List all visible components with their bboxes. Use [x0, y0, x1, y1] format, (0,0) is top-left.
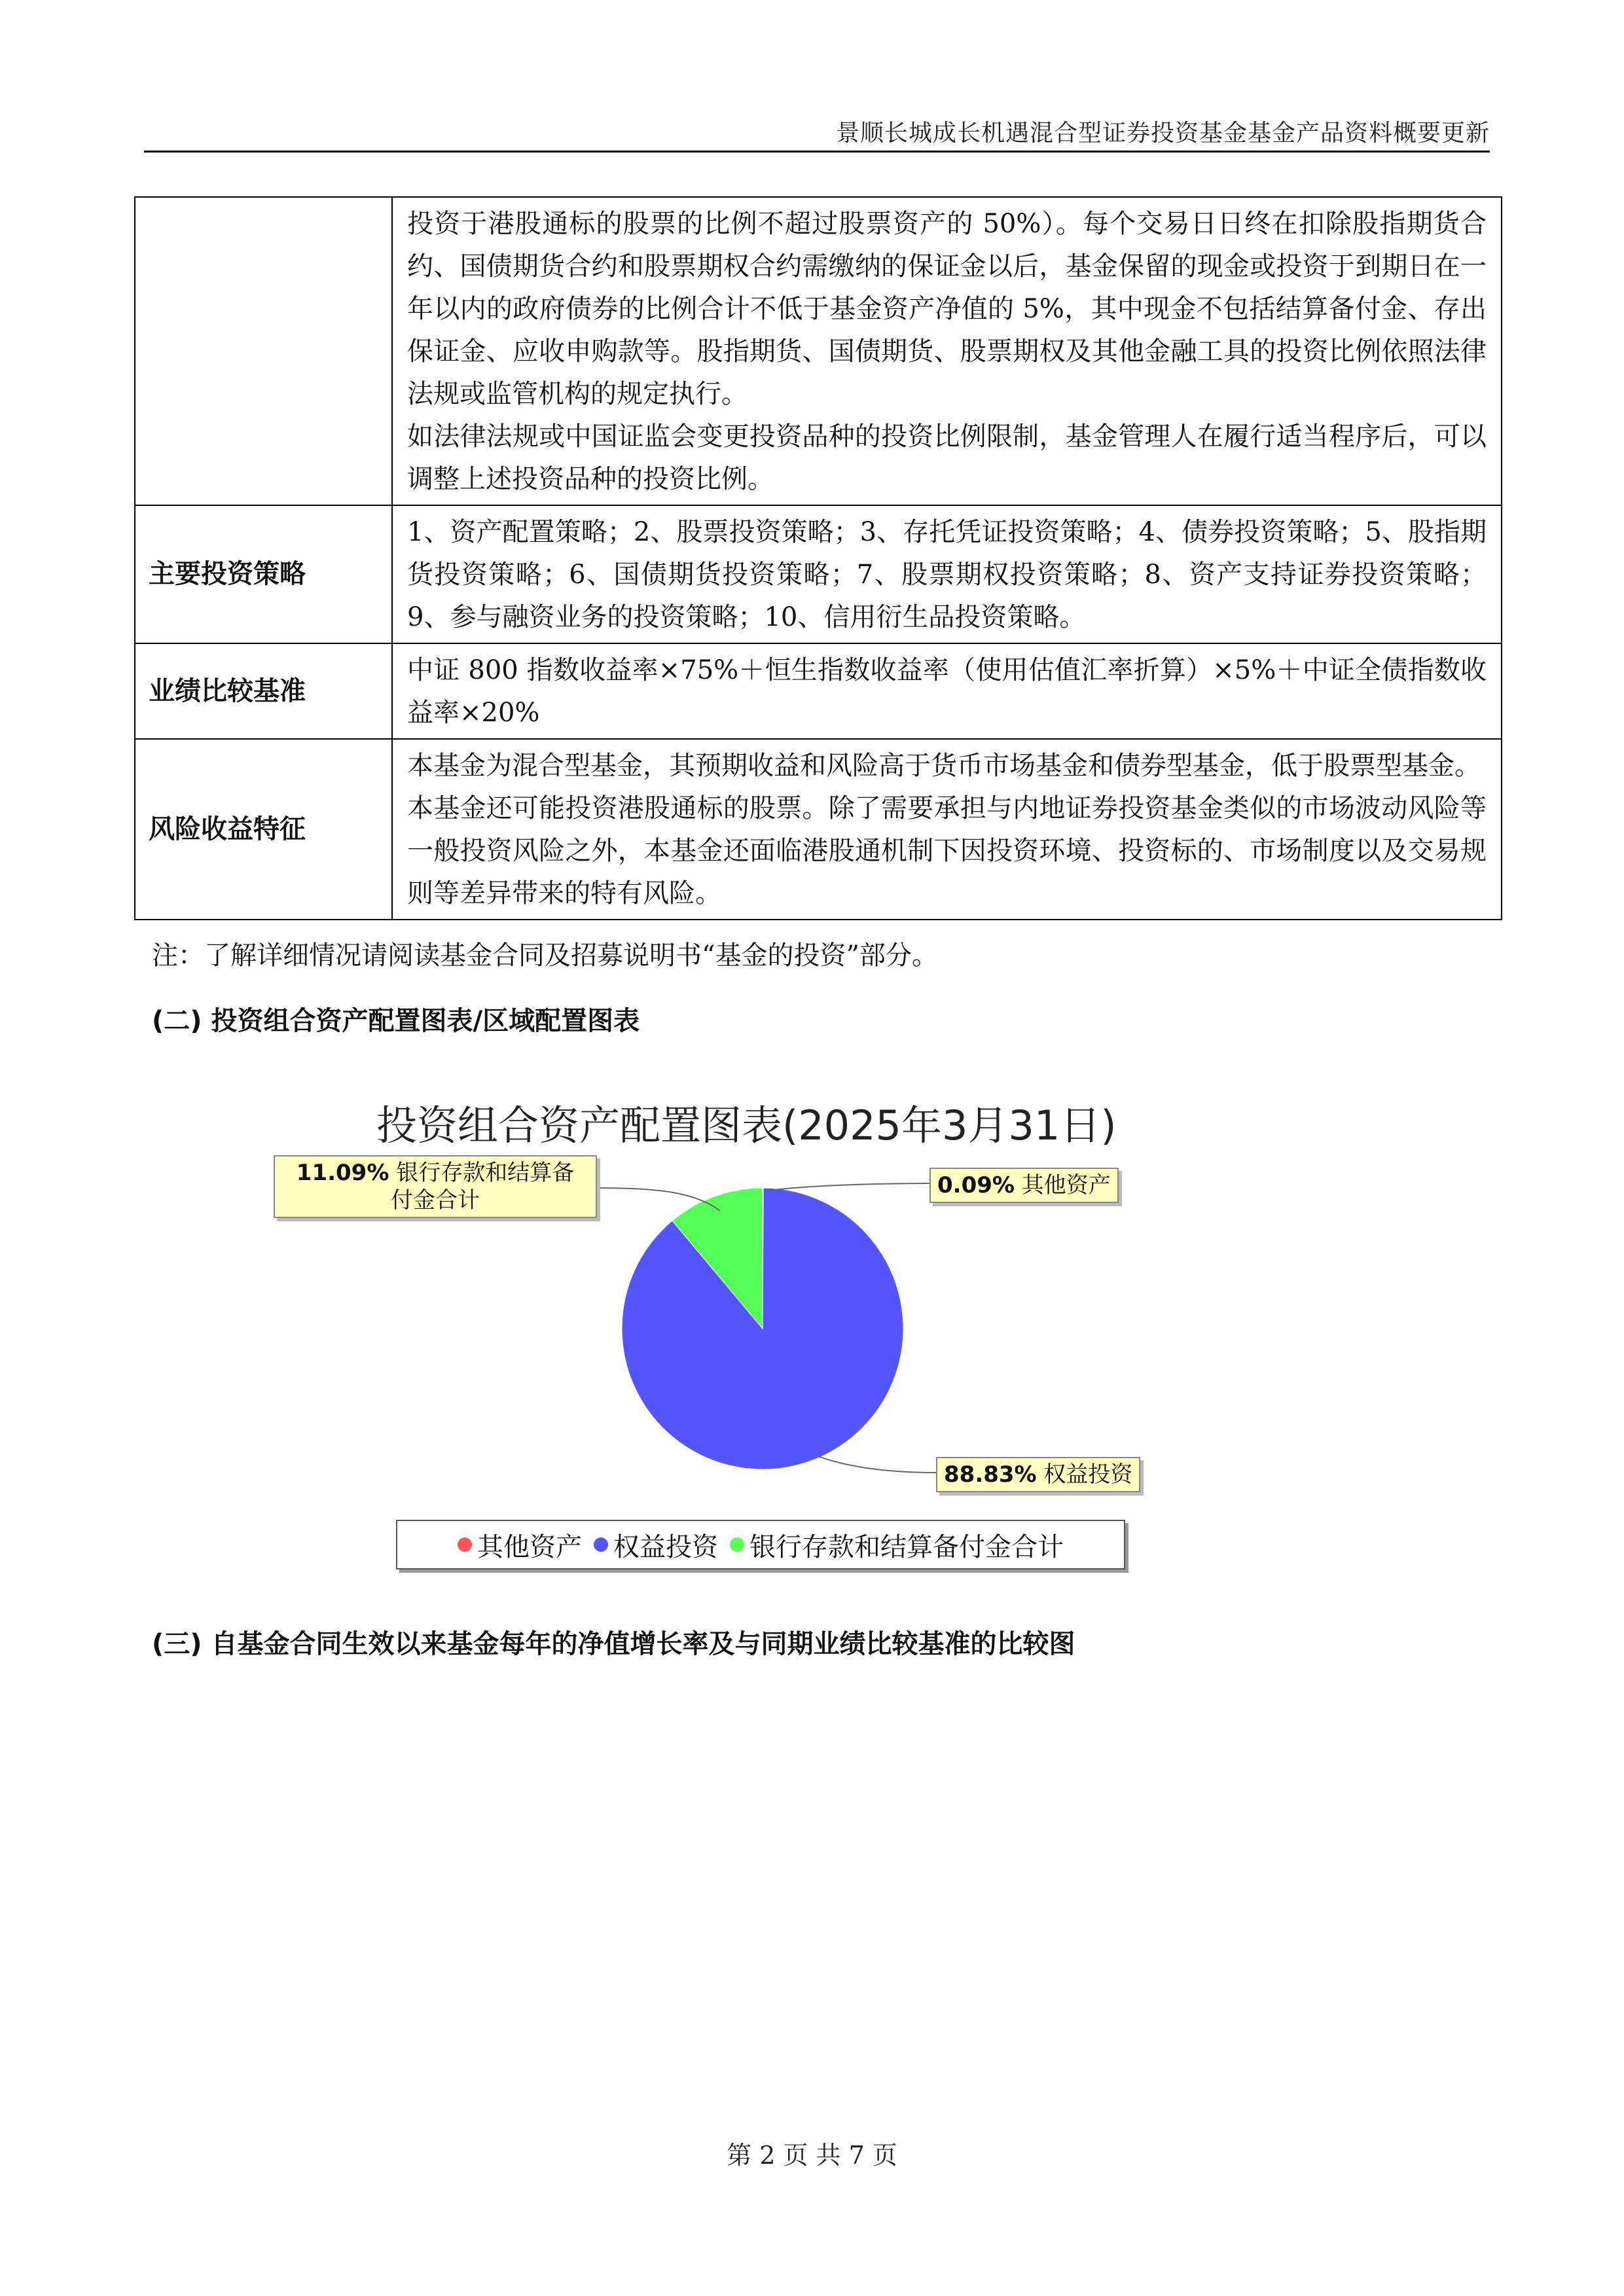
legend-label: 权益投资: [613, 1532, 718, 1562]
callout-bank-pct: 11.09%: [296, 1160, 389, 1186]
callout-other-text: 其他资产: [1021, 1172, 1111, 1198]
leader-line-other: [765, 1183, 929, 1191]
callout-bank-text: 银行存款和结算备: [396, 1160, 575, 1186]
legend-item-bank: [730, 1526, 1064, 1564]
chart-title: 投资组合资产配置图表(2025年3月31日): [376, 1102, 1117, 1149]
chart-legend: [396, 1520, 1125, 1570]
callout-equity: [936, 1457, 1140, 1492]
leader-line-equity: [818, 1456, 936, 1473]
row-paragraph: 本基金还可能投资港股通标的股票。除了需要承担与内地证券投资基金类似的市场波动风险等一般投资风险之外，本基金还面临港股通机制下因投资环境、投资标的、市场制度以及交易规则等差异带来的特有风险。: [407, 793, 1487, 908]
row-label: 业绩比较基准: [135, 643, 392, 739]
row-paragraph: 投资于港股通标的股票的比例不超过股票资产的 50%）。每个交易日日终在扣除股指期货合约、国债期货合约和股票期权合约需缴纳的保证金以后，基金保留的现金或投资于到期日在一年以内的政府债券的比例合计不低于基金资产净值的 5%，其中现金不包括结算备付金、存出保证金、应收申购款等。股指期货、国债期货、股票期权及其他金融工具的投资比例依照法律法规或监管机构的规定执行。: [407, 209, 1487, 409]
row-label: 主要投资策略: [135, 505, 392, 643]
row-label: 风险收益特征: [135, 739, 392, 920]
row-paragraph: 如法律法规或中国证监会变更投资品种的投资比例限制，基金管理人在履行适当程序后，可以调整上述投资品种的投资比例。: [407, 422, 1487, 494]
callout-equity-text: 权益投资: [1043, 1462, 1133, 1488]
legend-label: 银行存款和结算备付金合计: [749, 1532, 1064, 1562]
legend-dot-red-icon: [458, 1537, 472, 1552]
legend-item-equity: [594, 1526, 718, 1564]
page-footer: 第 2 页 共 7 页: [727, 2141, 897, 2170]
legend-dot-green-icon: [730, 1537, 744, 1552]
callout-other-pct: 0.09%: [937, 1172, 1015, 1198]
section-3-title: (三) 自基金合同生效以来基金每年的净值增长率及与同期业绩比较基准的比较图: [152, 1629, 1075, 1659]
callout-bank: [274, 1155, 597, 1218]
row-paragraph: 中证 800 指数收益率×75%＋恒生指数收益率（使用估值汇率折算）×5%＋中证全债指数收益率×20%: [407, 655, 1487, 728]
legend-label: 其他资产: [477, 1532, 582, 1562]
table-note: 注：了解详细情况请阅读基金合同及招募说明书“基金的投资”部分。: [152, 941, 938, 971]
row-paragraph: 1、资产配置策略；2、股票投资策略；3、存托凭证投资策略；4、债券投资策略；5、股指期货投资策略；6、国债期货投资策略；7、股票期权投资策略；8、资产支持证券投资策略；9、参与融资业务的投资策略；10、信用衍生品投资策略。: [407, 517, 1487, 632]
callout-other: [929, 1168, 1119, 1203]
callout-bank-text2: 付金合计: [391, 1187, 480, 1213]
row-paragraph: 本基金为混合型基金，其预期收益和风险高于货币市场基金和债券型基金，低于股票型基金。: [407, 751, 1481, 781]
legend-item-other: [458, 1526, 582, 1564]
section-2-title: (二) 投资组合资产配置图表/区域配置图表: [152, 1006, 640, 1036]
legend-dot-blue-icon: [594, 1537, 608, 1552]
document-header-title: 景顺长城成长机遇混合型证券投资基金基金产品资料概要更新: [835, 120, 1490, 147]
callout-equity-pct: 88.83%: [944, 1462, 1037, 1488]
